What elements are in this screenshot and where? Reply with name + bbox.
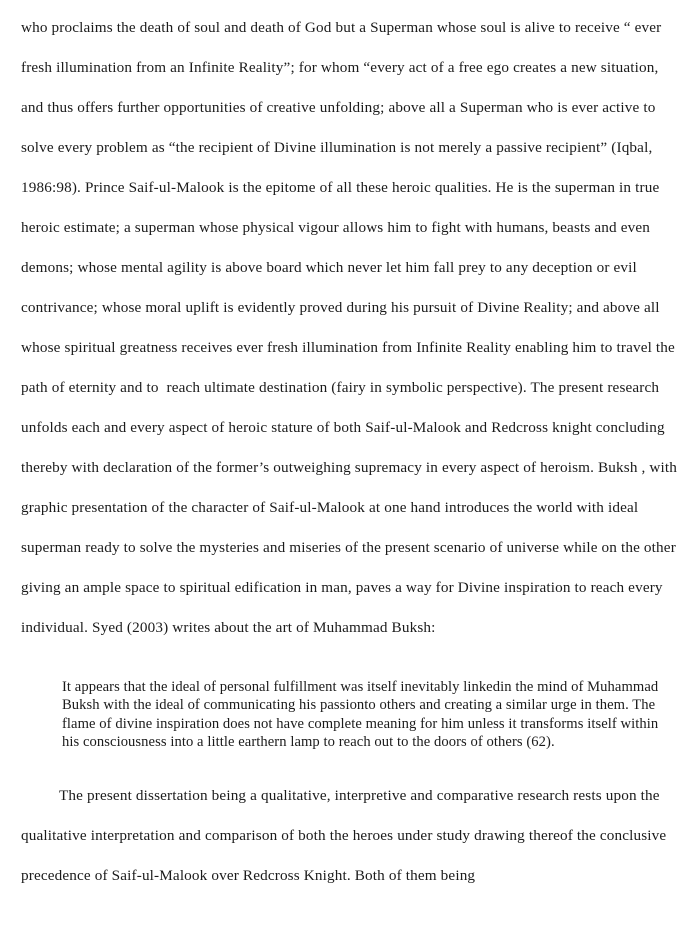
- page-text-column: [21, 8, 683, 896]
- body-paragraph-present-dissertation: The present dissertation being a qualitative, interpretive and comparative research rests upon the qualitative interpretation and comparison of both the heroes under study drawing thereof the conclusive precedence of Saif-ul-Malook over Redcross Knight. Both of them being: [21, 786, 671, 884]
- quote-top-spacer: [21, 648, 683, 678]
- quote-bottom-spacer: [21, 752, 683, 776]
- body-paragraph-continued: who proclaims the death of soul and death of God but a Superman whose soul is alive to receive “ ever fresh illumination from an Infinite Reality”; for whom “every act of a free ego creates a new situation, and thus offers further opportunities of creative unfolding; above all a Superman who is ever active to solve every problem as “the recipient of Divine illumination is not merely a passive recipient” (Iqbal, 1986:98). Prince Saif-ul-Malook is the epitome of all these heroic qualities. He is the superman in true heroic estimate; a superman whose physical vigour allows him to fight with humans, beasts and even demons; whose mental agility is above board which never let him fall prey to any deception or evil contrivance; whose moral uplift is evidently proved during his pursuit of Divine Reality; and above all whose spiritual greatness receives ever fresh illumination from Infinite Reality enabling him to travel the path of eternity and to reach ultimate destination (fairy in symbolic perspective). The present research unfolds each and every aspect of heroic stature of both Saif-ul-Malook and Redcross knight concluding thereby with declaration of the former’s outweighing supremacy in every aspect of heroism. Buksh , with graphic presentation of the character of Saif-ul-Malook at one hand introduces the world with ideal superman ready to solve the mysteries and miseries of the present scenario of universe while on the other giving an ample space to spiritual edification in man, paves a way for Divine inspiration to reach every individual. Syed (2003) writes about the art of Muhammad Buksh:: [21, 19, 681, 636]
- block-quotation: It appears that the ideal of personal fulfillment was itself inevitably linkedin the mind of Muhammad Buksh with the ideal of communicating his passionto others and creating a similar urge in them. The flame of divine inspiration does not have complete meaning for him unless it transforms itself within his consciousness into a little earthern lamp to reach out to the doors of others (62).: [62, 679, 663, 751]
